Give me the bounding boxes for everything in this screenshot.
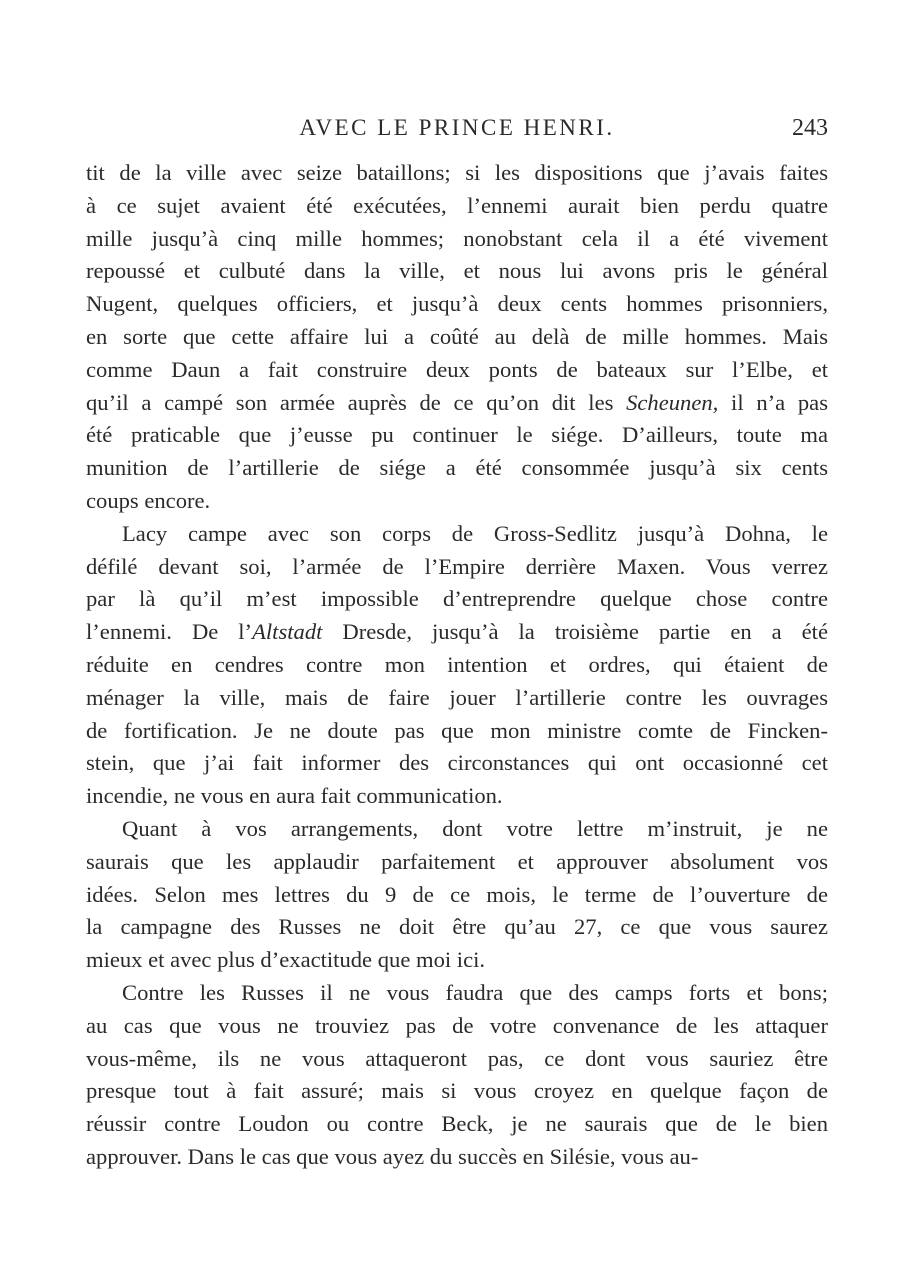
italic-term: Altstadt <box>252 619 323 645</box>
page-number: 243 <box>792 115 828 141</box>
text-line: Quant à vos arrangements, dont votre lettre m’instruit, je ne <box>122 815 828 841</box>
text-line: stein, que j’ai fait informer des circonstances qui ont occasionné cet <box>86 750 828 776</box>
italic-term: Scheunen, <box>626 389 719 415</box>
text-line <box>86 387 828 420</box>
paragraph <box>86 813 828 977</box>
text-line <box>86 616 828 649</box>
text-segment: Dresde, jusqu’à la troisième partie en a été <box>322 619 828 645</box>
paragraph <box>86 977 828 1174</box>
text-line: repoussé et culbuté dans la ville, et nous lui avons pris le général <box>86 258 828 284</box>
text-line: par là qu’il m’est impossible d’entreprendre quelque chose contre <box>86 586 828 612</box>
running-title: AVEC LE PRINCE HENRI. <box>299 115 615 140</box>
text-line: saurais que les applaudir parfaitement et approuver absolument vos <box>86 848 828 874</box>
text-line: Lacy campe avec son corps de Gross-Sedlitz jusqu’à Dohna, le <box>122 520 828 546</box>
text-line: coups encore. <box>86 487 211 513</box>
text-line: incendie, ne vous en aura fait communication. <box>86 783 503 809</box>
text-line: réussir contre Loudon ou contre Beck, je ne saurais que de le bien <box>86 1111 828 1137</box>
text-line: ménager la ville, mais de faire jouer l’artillerie contre les ouvrages <box>86 684 828 710</box>
text-line: mieux et avec plus d’exactitude que moi ici. <box>86 947 486 973</box>
text-line: défilé devant soi, l’armée de l’Empire derrière Maxen. Vous verrez <box>86 553 828 579</box>
text-line: en sorte que cette affaire lui a coûté au delà de mille hommes. Mais <box>86 323 828 349</box>
body-text <box>86 157 828 1174</box>
text-line: approuver. Dans le cas que vous ayez du succès en Silésie, vous au- <box>86 1143 699 1169</box>
text-line: vous-même, ils ne vous attaqueront pas, ce dont vous sauriez être <box>86 1045 828 1071</box>
text-line: tit de la ville avec seize bataillons; si les dispositions que j’avais faites <box>86 160 828 185</box>
text-line: de fortification. Je ne doute pas que mon ministre comte de Fincken- <box>86 717 828 743</box>
text-line: réduite en cendres contre mon intention et ordres, qui étaient de <box>86 651 828 677</box>
text-segment: qu’il a campé son armée auprès de ce qu’on dit les <box>86 389 627 415</box>
text-line: presque tout à fait assuré; mais si vous croyez en quelque façon de <box>86 1078 828 1104</box>
running-head <box>86 112 828 144</box>
text-line: comme Daun a fait construire deux ponts de bateaux sur l’Elbe, et <box>86 356 828 382</box>
text-segment: l’ennemi. De l’ <box>86 619 253 645</box>
text-line: idées. Selon mes lettres du 9 de ce mois, le terme de l’ouverture de <box>86 881 828 907</box>
text-segment: il n’a pas <box>718 389 828 415</box>
text-line: munition de l’artillerie de siége a été consommée jusqu’à six cents <box>86 455 828 481</box>
text-line: à ce sujet avaient été exécutées, l’ennemi aurait bien perdu quatre <box>86 192 828 218</box>
text-line: mille jusqu’à cinq mille hommes; nonobstant cela il a été vivement <box>86 225 828 251</box>
text-line: été praticable que j’eusse pu continuer le siége. D’ailleurs, toute ma <box>86 422 828 448</box>
text-line: Contre les Russes il ne vous faudra que des camps forts et bons; <box>122 979 828 1005</box>
paragraph <box>86 518 828 813</box>
text-line: au cas que vous ne trouviez pas de votre convenance de les attaquer <box>86 1012 828 1038</box>
paragraph <box>86 157 828 518</box>
text-line: Nugent, quelques officiers, et jusqu’à deux cents hommes prisonniers, <box>86 291 828 317</box>
text-line: la campagne des Russes ne doit être qu’au 27, ce que vous saurez <box>86 914 828 940</box>
